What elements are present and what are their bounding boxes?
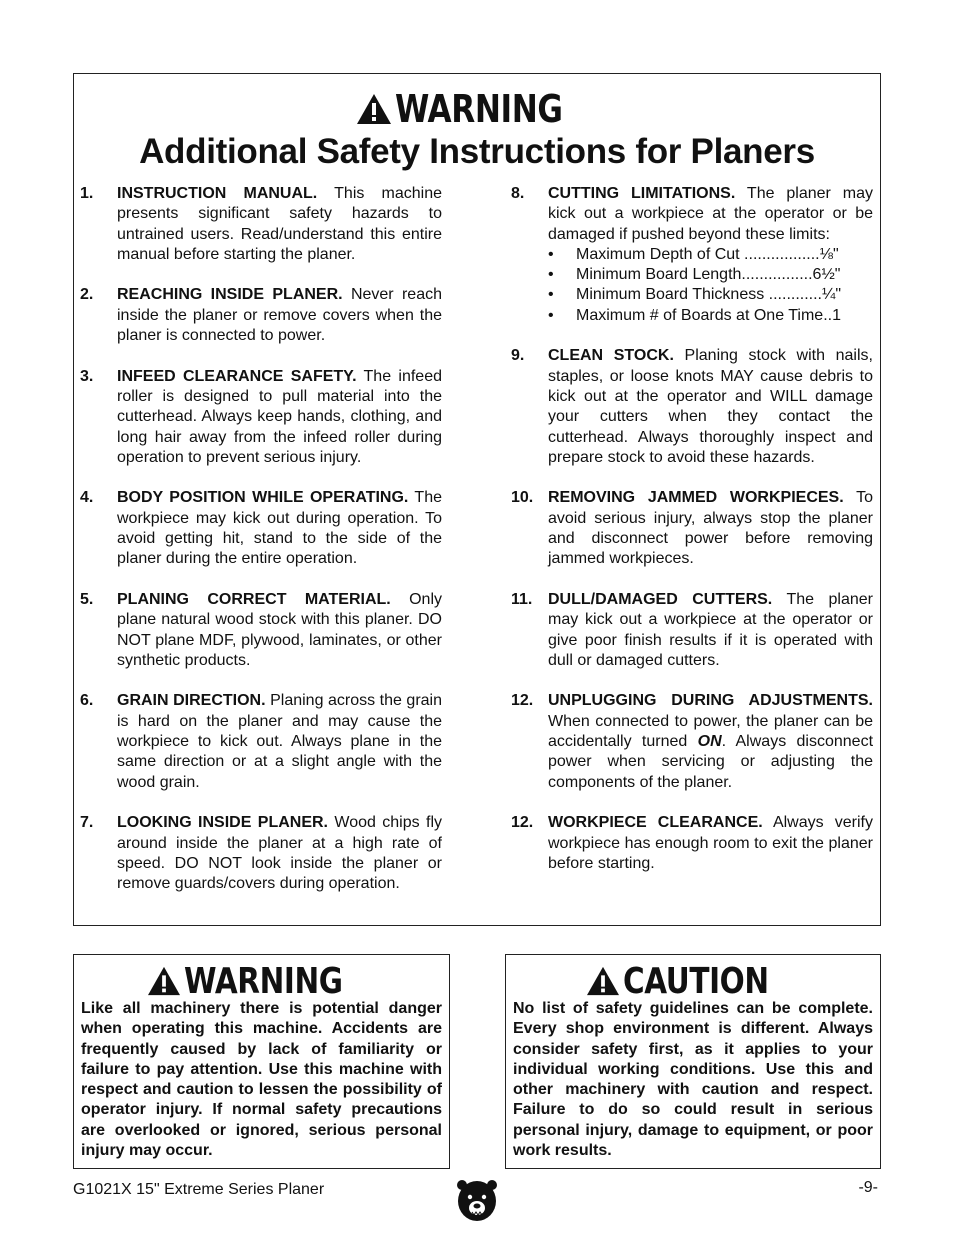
limit-item: • Maximum # of Boards at One Time..1: [548, 306, 841, 324]
item-heading: WORKPIECE CLEARANCE.: [548, 814, 763, 832]
caution-signal-header: [506, 959, 880, 1003]
list-item: 6. GRAIN DIRECTION. Planing across the grain is hard on the planer and may cause the workpiece to kick out. Always plane in the same direction or at a slight angle with the wood grain.: [80, 692, 443, 791]
warning-text: Like all machinery there is potential danger when operating this machine. Accidents are frequently caused by lack of familiarity or failure to pay attention. Use this machine with respect and caution to lessen the possibility of operator injury. If normal safety precautions are overlooked or ignored, serious personal injury may occur.: [81, 1000, 442, 1160]
bear-head-logo-icon: [456, 1177, 498, 1223]
item-text: Planing across the grain is hard on the planer and may cause the workpiece to kick out. Always plane in the same direction or at a slight angle with the wood grain.: [117, 692, 443, 791]
item-text: Wood chips fly around inside the planer at a high rate of speed. DO NOT look inside the planer or remove guards/covers during operation.: [117, 814, 443, 893]
item-text: This machine presents significant safety hazards to untrained users. Read/understand this entire manual before starting the planer.: [117, 185, 443, 263]
left-column: [80, 184, 442, 915]
list-item: 1. INSTRUCTION MANUAL. This machine presents significant safety hazards to untrained users. Read/understand this entire manual before starting the planer.: [80, 185, 443, 263]
item-text: Never reach inside the planer or remove covers when the planer is connected to power.: [117, 286, 442, 345]
list-item: 5. PLANING CORRECT MATERIAL. Only plane natural wood stock with this planer. DO NOT plane MDF, plywood, laminates, or other synthetic products.: [80, 590, 442, 669]
page-number: -9-: [858, 1179, 878, 1196]
warning-triangle-icon: [146, 965, 182, 997]
warning-signal-header: [74, 86, 880, 132]
caution-box: [505, 954, 881, 1169]
item-text: Planing stock with nails, staples, or loose knots MAY cause debris to kick out at the operator and WILL damage your cutters when they contact the cutterhead. Always thoroughly inspect and prepare stock to avoid these hazards.: [548, 347, 873, 466]
list-item: 2. REACHING INSIDE PLANER. Never reach inside the planer or remove covers when the planer is connected to power.: [80, 286, 442, 345]
item-heading: BODY POSITION WHILE OPERATING.: [117, 489, 409, 507]
warning-triangle-icon: [355, 92, 393, 126]
item-heading: INSTRUCTION MANUAL.: [117, 185, 318, 202]
item-text: The infeed roller is designed to pull material into the cutterhead. Always keep hands, clothing, and long hair away from the infeed roller during operation to prevent serious injury.: [117, 367, 442, 466]
item-text: Only plane natural wood stock with this planer. DO NOT plane MDF, plywood, laminates, or other synthetic products.: [117, 590, 442, 669]
item-text: To avoid serious injury, always stop the planer and disconnect power before removing jammed workpieces.: [548, 489, 873, 568]
item-heading: REACHING INSIDE PLANER.: [117, 286, 343, 304]
warning-signal-word: WARNING: [183, 960, 343, 1002]
list-item: 4. BODY POSITION WHILE OPERATING. The workpiece may kick out during operation. To avoid getting hit, stand to the side of the planer during the entire operation.: [80, 489, 442, 568]
footer-model-name: G1021X 15" Extreme Series Planer: [73, 1181, 325, 1198]
item-heading: LOOKING INSIDE PLANER.: [117, 814, 328, 832]
page-title: Additional Safety Instructions for Planers: [139, 132, 815, 171]
emphasis-on: ON: [697, 733, 722, 751]
warning-signal-word: WARNING: [394, 87, 563, 131]
list-item: 12. WORKPIECE CLEARANCE. Always verify workpiece has enough room to exit the planer before starting.: [511, 814, 873, 872]
list-item: 10. REMOVING JAMMED WORKPIECES. To avoid serious injury, always stop the planer and disconnect power before removing jammed workpieces.: [511, 489, 873, 568]
limits-list: [548, 245, 873, 326]
item-heading: PLANING CORRECT MATERIAL.: [117, 590, 391, 608]
item-text: The planer may kick out a workpiece at the operator or give poor finish results if it is operated with dull or damaged cutters.: [548, 590, 874, 669]
list-item: 9. CLEAN STOCK. Planing stock with nails, staples, or loose knots MAY cause debris to kick out at the operator and WILL damage your cutters when they contact the cutterhead. Always thoroughly inspect and prepare stock to avoid these hazards.: [511, 347, 873, 466]
warning-signal-header: [74, 959, 449, 1003]
warning-triangle-icon: [585, 965, 621, 997]
item-heading: CUTTING LIMITATIONS.: [548, 185, 736, 202]
list-item: 7. LOOKING INSIDE PLANER. Wood chips fly around inside the planer at a high rate of speed. DO NOT look inside the planer or remove guards/covers during operation.: [80, 814, 443, 893]
limit-item: • Maximum Depth of Cut .................⅛": [548, 245, 839, 263]
list-item: 11. DULL/DAMAGED CUTTERS. The planer may kick out a workpiece at the operator or give poor finish results if it is operated with dull or damaged cutters.: [511, 590, 874, 669]
item-heading: INFEED CLEARANCE SAFETY.: [117, 367, 357, 385]
list-item: 8. CUTTING LIMITATIONS. The planer may kick out a workpiece at the operator or be damaged if pushed beyond these limits: • Maximum Depth of Cut .................⅛" • Minimum Board Length................6½" • Minimum Board Thickness ............¼" • Maximum # of Boards at One Time..1: [511, 184, 873, 326]
item-heading: REMOVING JAMMED WORKPIECES.: [548, 489, 844, 507]
item-text: The workpiece may kick out during operation. To avoid getting hit, stand to the side of the planer during the entire operation.: [117, 489, 442, 568]
item-heading: UNPLUGGING DURING ADJUSTMENTS.: [548, 692, 873, 710]
list-item: 3. INFEED CLEARANCE SAFETY. The infeed roller is designed to pull material into the cutterhead. Always keep hands, clothing, and long hair away from the infeed roller during operation to prevent serious injury.: [80, 367, 442, 466]
item-heading: CLEAN STOCK.: [548, 347, 674, 365]
limit-item: • Minimum Board Thickness ............¼": [548, 286, 842, 304]
general-warning-box: [73, 954, 450, 1169]
main-warning-box: [73, 73, 881, 926]
caution-text: No list of safety guidelines can be complete. Every shop environment is different. Always consider safety first, as it applies to your individual working conditions. Use this and other machinery with caution and respect. Failure to do so could result in serious personal injury, damage to equipment, or poor work results.: [513, 1000, 873, 1160]
list-item: 12. UNPLUGGING DURING ADJUSTMENTS. When connected to power, the planer can be accidentally turned ON. Always disconnect power when servicing or adjusting the components of the planer.: [511, 692, 874, 791]
item-heading: GRAIN DIRECTION.: [117, 692, 266, 710]
item-text: Always verify workpiece has enough room to exit the planer before starting.: [548, 814, 873, 872]
item-heading: DULL/DAMAGED CUTTERS.: [548, 590, 773, 608]
limit-item: • Minimum Board Length................6½": [548, 266, 841, 284]
right-column: [511, 184, 873, 894]
caution-signal-word: CAUTION: [623, 960, 769, 1002]
item-text: The planer may kick out a workpiece at the operator or be damaged if pushed beyond these limits:: [548, 185, 874, 243]
